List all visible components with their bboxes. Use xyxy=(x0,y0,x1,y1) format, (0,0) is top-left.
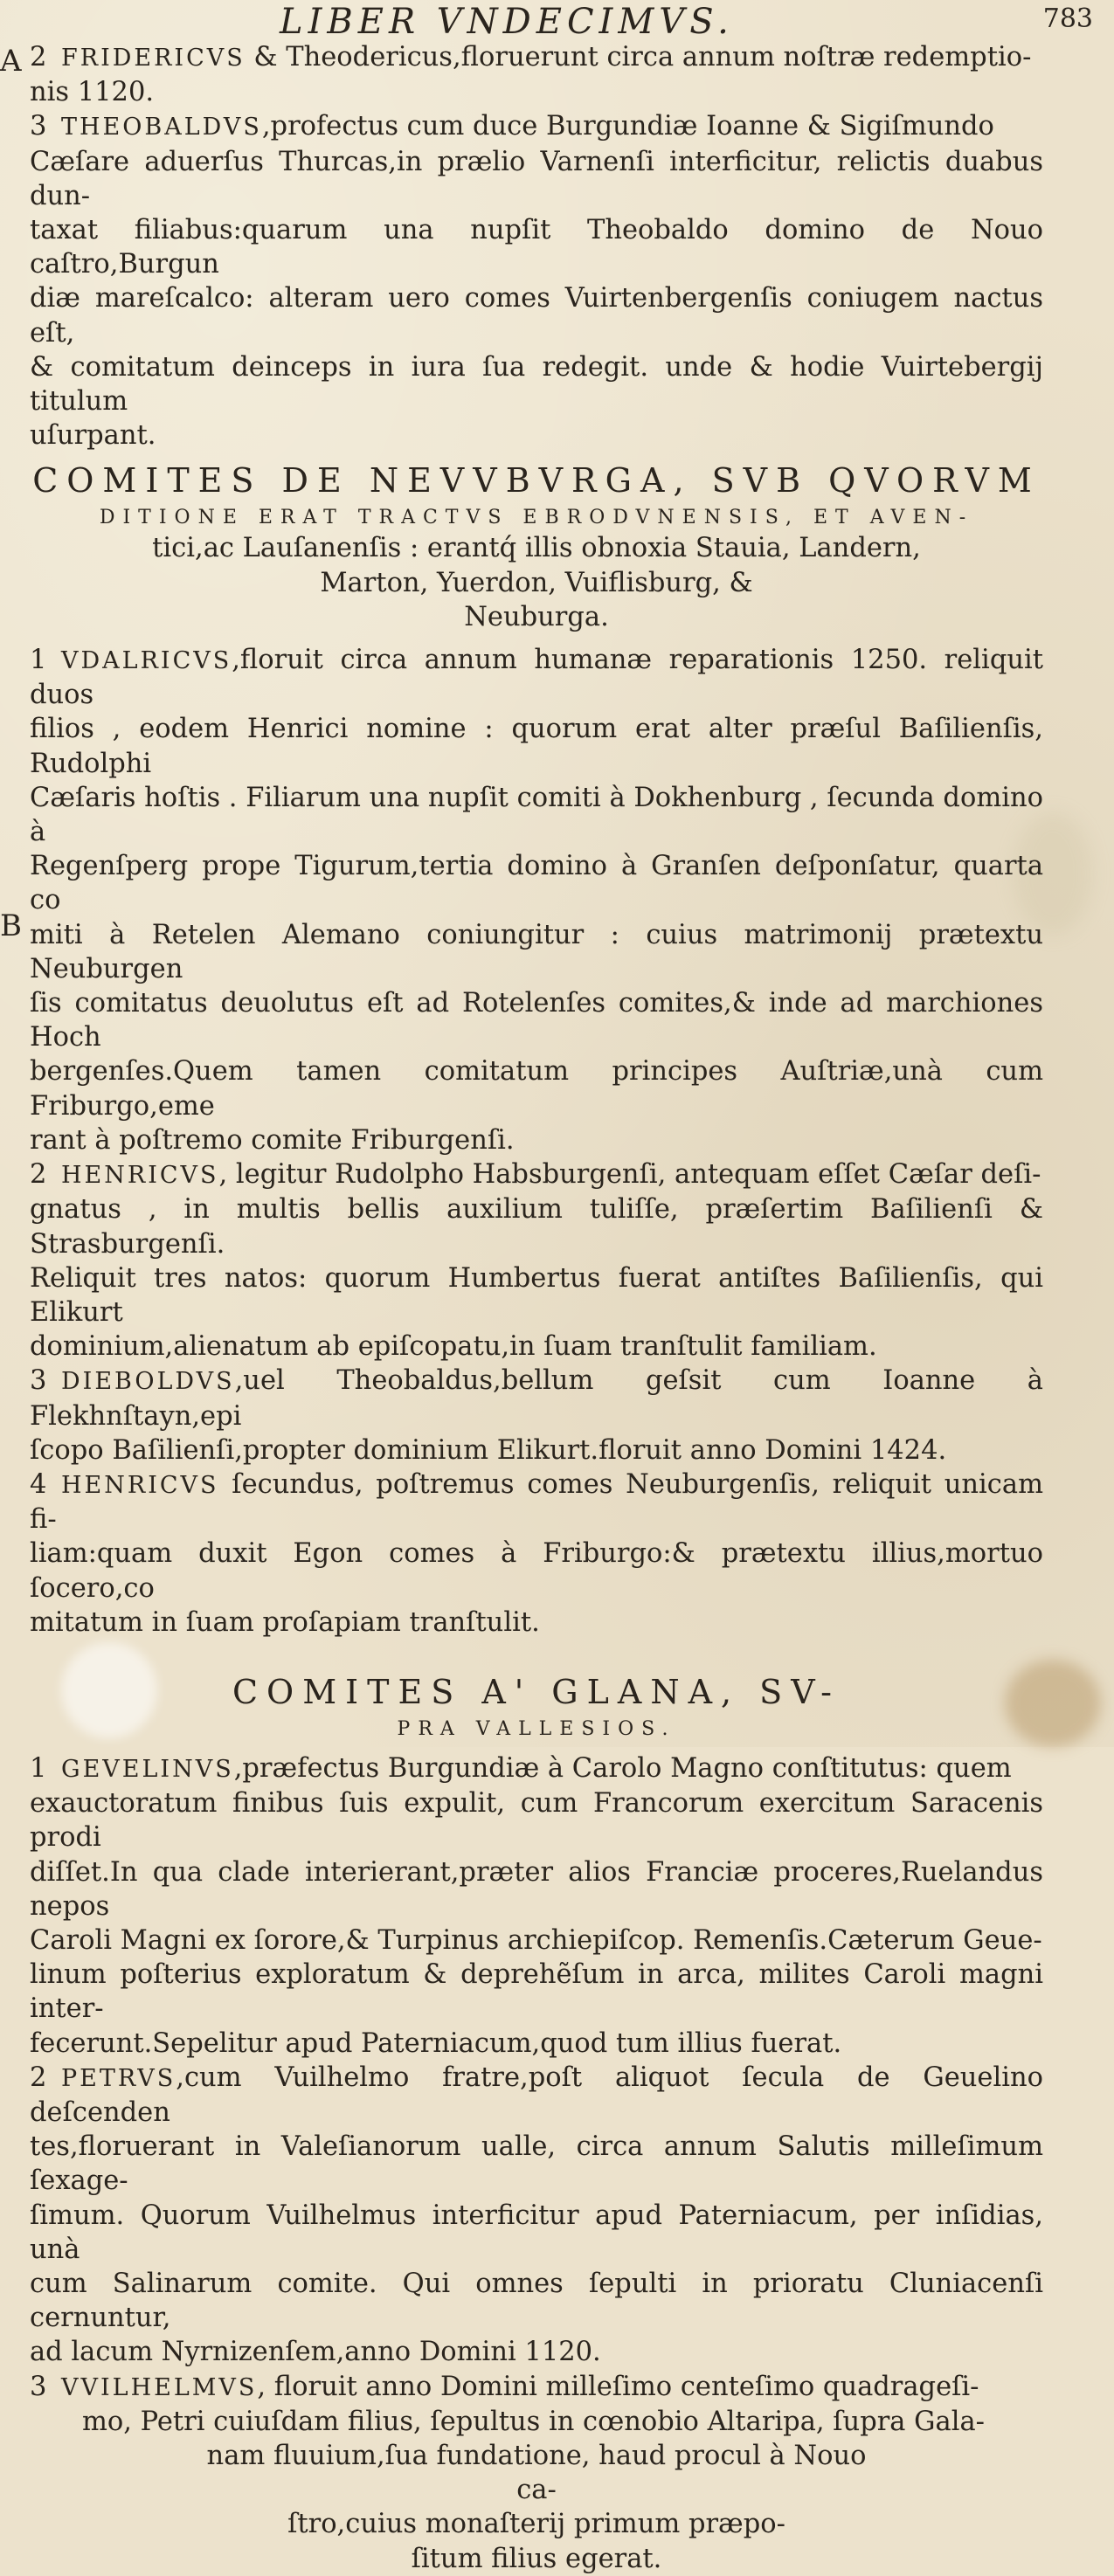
subheading-line: Neuburga. xyxy=(464,601,609,632)
entry-number: 1 xyxy=(30,1752,47,1784)
entry-line: Cæſare aduerſus Thurcas,in prælio Varnenſi interficitur, relictis duabus dun- xyxy=(30,146,1043,211)
entry-name: VDALRICVS xyxy=(61,647,232,675)
entry-name: FRIDERICVS xyxy=(61,45,246,72)
section-heading: COMITES A' GLANA, SV- xyxy=(232,1672,841,1711)
entry-line: miti à Retelen Alemano coniungitur : cuius matrimonij prætextu Neuburgen xyxy=(30,919,1043,984)
entry-line: nis 1120. xyxy=(30,77,155,108)
entry-text: & Theodericus,floruerunt circa annum noſtræ redemptio- xyxy=(245,42,1032,73)
entry-text: ,floruit circa annum humanæ reparationis 1250. reliquit duos xyxy=(30,645,1043,711)
entry-line: & comitatum deinceps in iura ſua redegit. unde & hodie Vuirtebergij titulum xyxy=(30,351,1043,418)
entry-line: bergenſes.Quem tamen comitatum principes Auſtriæ,unà cum Friburgo,eme xyxy=(30,1056,1043,1122)
page-number: 783 xyxy=(1042,3,1093,34)
entry-line: mitatum in ſuam proſapiam tranſtulit. xyxy=(30,1606,540,1638)
entry-number: 3 xyxy=(30,1365,47,1397)
entry-line: filios , eodem Henrici nomine : quorum erat alter præſul Baſilienſis, Rudolphi xyxy=(30,714,1043,779)
section-heading: COMITES DE NEVVBVRGA, SVB QVORVM xyxy=(32,461,1041,501)
entry-line: tes,floruerant in Valeſianorum ualle, circa annum Salutis milleſimum ſexage- xyxy=(30,2131,1043,2197)
entry-line: Reliquit tres natos: quorum Humbertus fuerat antiſtes Baſilienſis, qui Elikurt xyxy=(30,1262,1043,1328)
entry-name: HENRICVS xyxy=(61,1471,219,1499)
entry-line: taxat filiabus:quarum una nupſit Theobaldo domino de Nouo caſtro,Burgun xyxy=(30,215,1043,280)
entry-line: ſimum. Quorum Vuilhelmus interficitur apud Paterniacum, per inſidias, unà xyxy=(30,2200,1043,2265)
entry-line: diſſet.In qua clade interierant,præter alios Franciæ proceres,Ruelandus nepos xyxy=(30,1856,1043,1922)
subheading-line: Marton, Yuerdon, Vuiflisburg, & xyxy=(320,567,753,598)
entry-name: HENRICVS xyxy=(61,1162,219,1190)
entry-line xyxy=(30,1468,1043,1537)
entry-line: fecerunt.Sepelitur apud Paterniacum,quod tum illius fuerat. xyxy=(30,2027,842,2059)
entry-text: , floruit anno Domini milleſimo centeſimo quadrageſi- xyxy=(257,2371,979,2402)
entry-name: VVILHELMVS xyxy=(61,2373,258,2401)
entry-name: DIEBOLDVS xyxy=(61,1368,235,1396)
entry-line: liam:quam duxit Egon comes à Friburgo:& prætextu illius,mortuo ſocero,co xyxy=(30,1538,1043,1604)
entry-name: GEVELINVS xyxy=(61,1755,234,1783)
entry-name: THEOBALDVS xyxy=(61,114,262,142)
entry-line: rant à poſtremo comite Friburgenſi. xyxy=(30,1124,515,1156)
entry-number: 2 xyxy=(30,2061,47,2093)
entry-line: cum Salinarum comite. Qui omnes ſepulti in prioratu Cluniacenſi cernuntur, xyxy=(30,2268,1043,2334)
entry-line: diæ mareſcalco: alteram uero comes Vuirtenbergenſis coniugem nactus eſt, xyxy=(30,283,1043,349)
entry-line: gnatus , in multis bellis auxilium tuliſſe, præſertim Baſilienſi & Strasburgenſi. xyxy=(30,1194,1043,1260)
entry-text: ,præfectus Burgundiæ à Carolo Magno conſtitutus: quem xyxy=(233,1752,1012,1784)
entry-line: mo, Petri cuiuſdam filius, ſepultus in cœnobio Altaripa, ſupra Gala- xyxy=(82,2406,985,2437)
entry-line xyxy=(30,1364,1043,1433)
entry-line xyxy=(30,109,1043,144)
entry-text: , legitur Rudolpho Habsburgenſi, antequam eſſet Cæſar deſi- xyxy=(218,1159,1041,1191)
entry-number: 4 xyxy=(30,1468,47,1500)
entry-line: ſtro,cuius monaſterij primum præpo- xyxy=(287,2509,785,2540)
entry-line: linum poſterius exploratum & deprehẽſum in arca, milites Caroli magni inter- xyxy=(30,1959,1043,2025)
entry-number: 1 xyxy=(30,645,47,676)
entry-text: ſecundus, poſtremus comes Neuburgenſis, reliquit unicam fi- xyxy=(30,1468,1043,1536)
margin-letter-b: B xyxy=(0,908,22,943)
entry-line: Regenſperg prope Tigurum,tertia domino à Granſen deſponſatur, quarta co xyxy=(30,851,1043,916)
entry-line: ſis comitatus deuolutus eſt ad Rotelenſes comites,& inde ad marchiones Hoch xyxy=(30,988,1043,1053)
section-subheading: DITIONE ERAT TRACTVS EBRODVNENSIS, ET AVEN- xyxy=(99,507,974,529)
body-text xyxy=(30,40,1043,2576)
running-head: LIBER VNDECIMVS. xyxy=(280,2,734,42)
entry-line: Cæſaris hoſtis . Filiarum una nupſit comiti à Dokhenburg , ſecunda domino à xyxy=(30,782,1043,848)
entry-name: PETRVS xyxy=(61,2064,176,2092)
entry-number: 2 xyxy=(30,42,47,73)
entry-line: nam fluuium,ſua fundatione, haud procul à Nouo ca- xyxy=(206,2441,867,2506)
entry-line xyxy=(30,2061,1043,2130)
entry-text: ,cum Vuilhelmo fratre,poſt aliquot ſecula de Geuelino deſcenden xyxy=(30,2061,1043,2128)
entry-line: dominium,alienatum ab epiſcopatu,in ſuam tranſtulit familiam. xyxy=(30,1331,877,1363)
entry-line: ad lacum Nyrnizenſem,anno Domini 1120. xyxy=(30,2337,601,2368)
entry-line: ſcopo Baſilienſi,propter dominium Elikurt.floruit anno Domini 1424. xyxy=(30,1434,947,1466)
margin-letter-a: A xyxy=(0,44,22,79)
entry-line: uſurpant. xyxy=(30,420,156,452)
entry-line xyxy=(30,40,1043,75)
entry-line xyxy=(30,1751,1043,1786)
section-subheading: PRA VALLESIOS. xyxy=(397,1717,676,1740)
subheading-line: tici,ac Lauſanenſis : erantq́ illis obnoxia Stauia, Landern, xyxy=(152,533,921,564)
entry-line xyxy=(30,643,1043,712)
entry-line: exauctoratum finibus ſuis expulit, cum Francorum exercitum Saracenis prodi xyxy=(30,1788,1043,1854)
entry-number: 2 xyxy=(30,1159,47,1191)
entry-line: Caroli Magni ex ſorore,& Turpinus archiepiſcop. Remenſis.Cæterum Geue- xyxy=(30,1924,1042,1956)
entry-text: ,profectus cum duce Burgundiæ Ioanne & Sigiſmundo xyxy=(261,111,994,142)
entry-line xyxy=(30,2370,1043,2405)
entry-number: 3 xyxy=(30,111,47,142)
entry-number: 3 xyxy=(30,2371,47,2402)
entry-text: ,uel Theobaldus,bellum geſsit cum Ioanne à Flekhnſtayn,epi xyxy=(30,1365,1043,1432)
entry-line: ſitum filius egerat. xyxy=(411,2543,662,2574)
entry-line xyxy=(30,1157,1043,1192)
